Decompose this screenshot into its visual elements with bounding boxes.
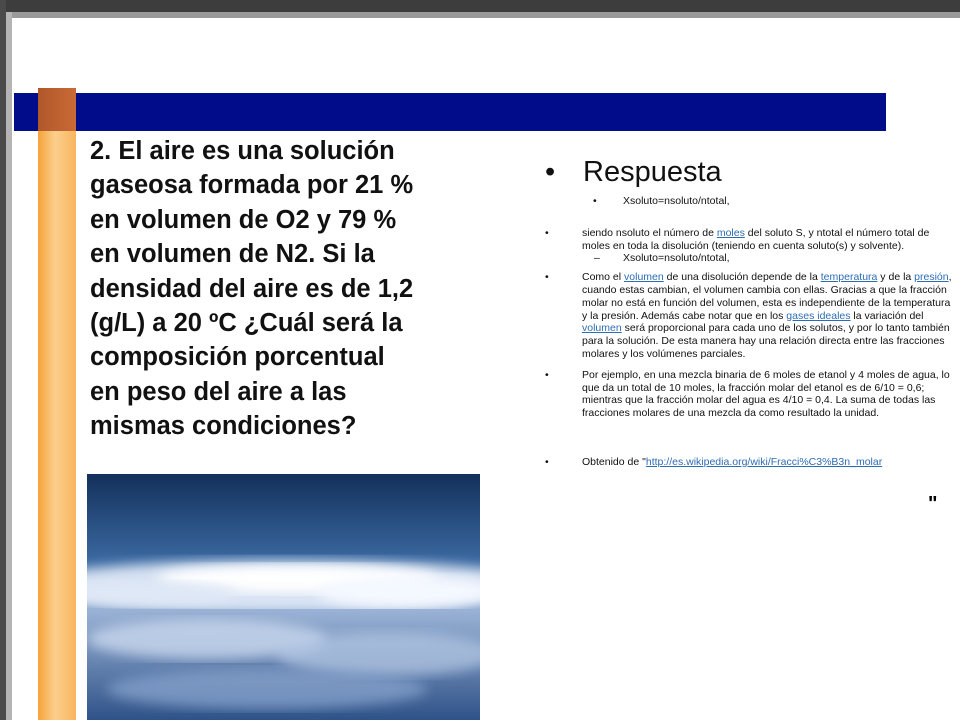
formula-text: Xsoluto=nsoluto/ntotal,: [623, 252, 730, 265]
volume-paragraph: [545, 271, 955, 361]
dash: –: [594, 252, 600, 265]
paragraph-text: Por ejemplo, en una mezcla binaria de 6 moles de etanol y 4 moles de agua, lo que da un total de 10 moles, la fracción molar del etanol es de 6/10 = 0,6; mientras que la fracción molar del agua es 4/10 = 0,4. La suma de todas las fracciones molares de una mezcla da como resultado la unidad.: [582, 368, 950, 420]
link-volumen[interactable]: volumen: [624, 271, 664, 284]
link-moles[interactable]: moles: [716, 226, 745, 239]
paragraph-text: la variación del: [850, 309, 924, 322]
question-line: gaseosa formada por 21 %: [90, 171, 414, 200]
bullet: •: [545, 455, 549, 468]
question-line: (g/L) a 20 ºC ¿Cuál será la: [90, 309, 403, 338]
answer-heading: [545, 150, 955, 194]
question-line: densidad del aire es de 1,2: [90, 274, 414, 303]
example-paragraph: [545, 369, 955, 420]
formula-text: Xsoluto=nsoluto/ntotal,: [623, 195, 730, 207]
link-temperatura[interactable]: temperatura: [820, 271, 878, 284]
source-line: [545, 456, 955, 469]
slide-shadow-top: [6, 12, 960, 18]
bullet: •: [545, 226, 549, 239]
link-presion[interactable]: presión: [914, 271, 949, 284]
question-line: mismas condiciones?: [90, 412, 357, 441]
question-text: [90, 134, 510, 444]
paragraph-text: será proporcional para cada uno de los solutos, y por lo tanto también para la solución. De esta manera hay una relación directa entre las fracciones molares y los volúmenes parciales.: [582, 322, 950, 360]
accent-bar-cap: [38, 88, 76, 131]
link-wikipedia-source[interactable]: http://es.wikipedia.org/wiki/Fracci%C3%B3n_molar: [645, 455, 883, 468]
paragraph-text: de una disolución depende de la: [663, 271, 821, 284]
link-volumen-2[interactable]: volumen: [582, 322, 622, 335]
title-bar: [14, 93, 886, 131]
paragraph-text: y de la: [877, 271, 915, 284]
question-line: en peso del aire a las: [90, 377, 347, 406]
formula-line: [545, 252, 955, 265]
bullet: •: [545, 156, 556, 188]
bullet: •: [545, 368, 549, 381]
closing-quote-mark: ": [928, 493, 938, 515]
link-gases-ideales[interactable]: gases ideales: [786, 309, 851, 322]
source-text: Obtenido de ": [582, 455, 646, 468]
bullet: •: [545, 271, 549, 284]
paragraph-text: siendo nsoluto el número de: [582, 226, 717, 239]
question-line: en volumen de N2. Si la: [90, 240, 375, 269]
answer-heading-text: Respuesta: [583, 156, 722, 188]
question-line: en volumen de O2 y 79 %: [90, 205, 397, 234]
sky-clouds-photo: [87, 474, 480, 720]
answer-panel: [545, 150, 955, 469]
paragraph-text: , cuando estas cambian, el volumen cambia con ellas. Gracias a que la fracción molar no está en función del volumen, esta es independiente de la temperatura y la presión. Además cabe notar que en los: [582, 271, 952, 322]
formula-line: [545, 195, 955, 208]
paragraph-text: del soluto S, y ntotal el número total de moles en toda la disolución (teniendo en cuenta soluto(s) y solvente).: [582, 226, 930, 252]
slide-shadow-left: [6, 12, 12, 720]
bullet: •: [593, 195, 597, 207]
slide-frame-top: [0, 0, 960, 12]
question-line: composición porcentual: [90, 343, 385, 372]
paragraph-text: Como el: [582, 271, 625, 284]
accent-bar: [38, 88, 76, 720]
question-line: 2. El aire es una solución: [90, 137, 395, 165]
definition-paragraph: [545, 227, 955, 253]
